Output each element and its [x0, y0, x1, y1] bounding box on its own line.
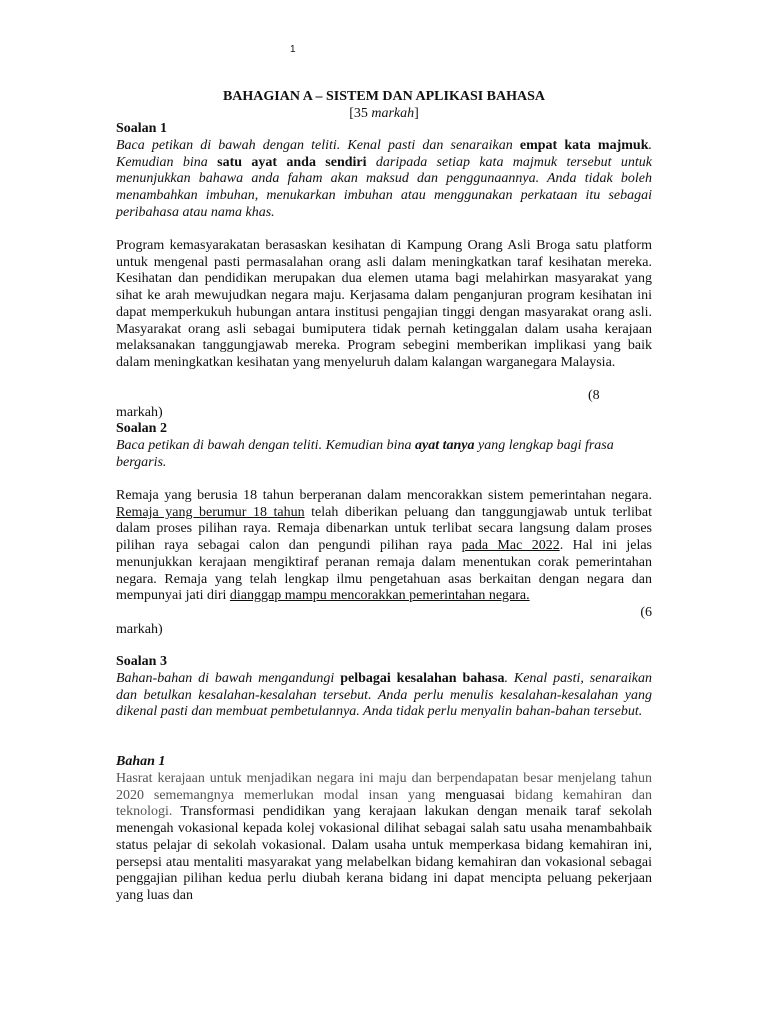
marks-open: [35 [349, 106, 372, 121]
bahan-1-text-gray-1: Hasrat kerajaan untuk menjadikan negara ini maju dan berpendapatan besar menjelang tahun 2020 sememangnya memerlukan modal insan yang [116, 771, 652, 803]
bahan-1-heading: Bahan 1 [116, 754, 166, 769]
bahan-1-text [116, 771, 652, 905]
marks-word: markah [371, 106, 415, 121]
q2-instr-text-2: yang lengkap bagi frasa bergaris. [116, 438, 614, 470]
q3-heading: Soalan 3 [116, 654, 167, 669]
marks-close: ] [414, 106, 419, 121]
q3-instr-bold-1: pelbagai kesalahan bahasa [340, 671, 505, 686]
q2-passage-text-3: . Hal ini jelas menunjukkan kerajaan mengiktiraf peranan remaja dalam menentukan corak pemerintahan negara. Remaja yang telah lengkap ilmu pengetahuan asas berkaitan dengan negara dan mempunyai jati diri [116, 538, 652, 604]
section-title: BAHAGIAN A – SISTEM DAN APLIKASI BAHASA [222, 89, 546, 104]
q1-marks-b: markah) [116, 405, 163, 420]
q2-passage-text-1: Remaja yang berusia 18 tahun berperanan dalam mencorakkan sistem pemerintahan negara. [116, 488, 652, 503]
section-marks [116, 105, 652, 122]
q1-instr-bold-1: empat kata majmuk [519, 138, 649, 153]
q1-marks-a: (8 [588, 388, 600, 403]
q2-underlined-2: pada Mac 2022 [461, 538, 560, 554]
bahan-1-text-1: menguasai [445, 787, 505, 803]
q3-instructions [116, 671, 652, 721]
q2-instructions [116, 438, 652, 471]
q1-instr-text-1: Baca petikan di bawah dengan teliti. Kenal pasti dan senaraikan [116, 138, 520, 153]
q1-heading: Soalan 1 [116, 121, 167, 136]
q2-passage [116, 488, 652, 605]
q2-instr-bold-1: ayat tanya [415, 438, 475, 453]
q2-underlined-1: Remaja yang berumur 18 tahun [116, 504, 305, 520]
q1-instr-text-3: daripada setiap kata majmuk tersebut untuk menunjukkan bahawa anda faham akan maksud dan penggunaannya. Anda tidak boleh menambahkan imbuhan, menukarkan imbuhan atau menggunakan perkataan itu sebagai peribahasa atau nama khas. [116, 154, 652, 220]
q2-instr-text-1: Baca petikan di bawah dengan teliti. Kemudian bina [116, 438, 416, 453]
q1-instr-bold-2: satu ayat anda sendiri [217, 154, 367, 170]
bahan-1-text-gray-2: bidang kemahiran dan teknologi. [116, 787, 652, 820]
q3-instr-text-2: . Kenal pasti, senaraikan dan betulkan kesalahan-kesalahan tersebut. Anda perlu menulis kesalahan-kesalahan yang dikenal pasti dan membuat pembetulannya. Anda tidak perlu menyalin bahan-bahan tersebut. [116, 671, 653, 720]
q1-instr-text-2: . Kemudian bina [116, 138, 652, 170]
q2-marks-b: markah) [116, 622, 163, 637]
bahan-1-text-2: Transformasi pendidikan yang kerajaan lakukan dengan menaik taraf sekolah menengah vokasional kepada kolej vokasional dilihat sebagai salah satu usaha menambahbaik status pelajar di sekolah vokasional. Dalam usaha untuk memperkasa bidang kemahiran ini, persepsi atau mentaliti masyarakat yang melabelkan bidang kemahiran dan vokasional sebagai penggajian pilihan kedua perlu diubah kerana bidang ini dapat mencipta peluang pekerjaan yang luas dan [116, 804, 652, 903]
q1-passage: Program kemasyarakatan berasaskan kesihatan di Kampung Orang Asli Broga satu platform untuk mengenal pasti permasalahan orang asli dalam meningkatkan taraf kesihatan mereka. Kesihatan dan pendidikan merupakan dua elemen utama bagi melahirkan masyarakat yang sihat ke arah mewujudkan negara maju. Kerjasama dalam penganjuran program kesihatan ini dapat memperkukuh hubungan antara institusi pengajian tinggi dengan masyarakat orang asli. Masyarakat orang asli sebagai bumiputera tidak pernah ketinggalan dalam usaha kerajaan melaksanakan tanggungjawab mereka. Program sebegini memberikan implikasi yang baik dalam meningkatkan kesihatan yang menyeluruh dalam kalangan warganegara Malaysia. [116, 238, 652, 370]
q2-underlined-3: dianggap mampu mencorakkan pemerintahan negara. [229, 588, 530, 604]
q1-instructions [116, 138, 652, 222]
q2-marks-a: (6 [640, 605, 652, 620]
q2-passage-text-2: telah diberikan peluang dan tanggungjawab untuk terlibat dalam proses pilihan raya. Remaja dibenarkan untuk terlibat secara langsung dalam proses pilihan raya sebagai calon dan pengundi pilihan raya [116, 504, 652, 554]
q3-instr-text-1: Bahan-bahan di bawah mengandungi [116, 671, 341, 686]
q2-heading: Soalan 2 [116, 421, 167, 436]
page-number: 1 [290, 44, 296, 55]
